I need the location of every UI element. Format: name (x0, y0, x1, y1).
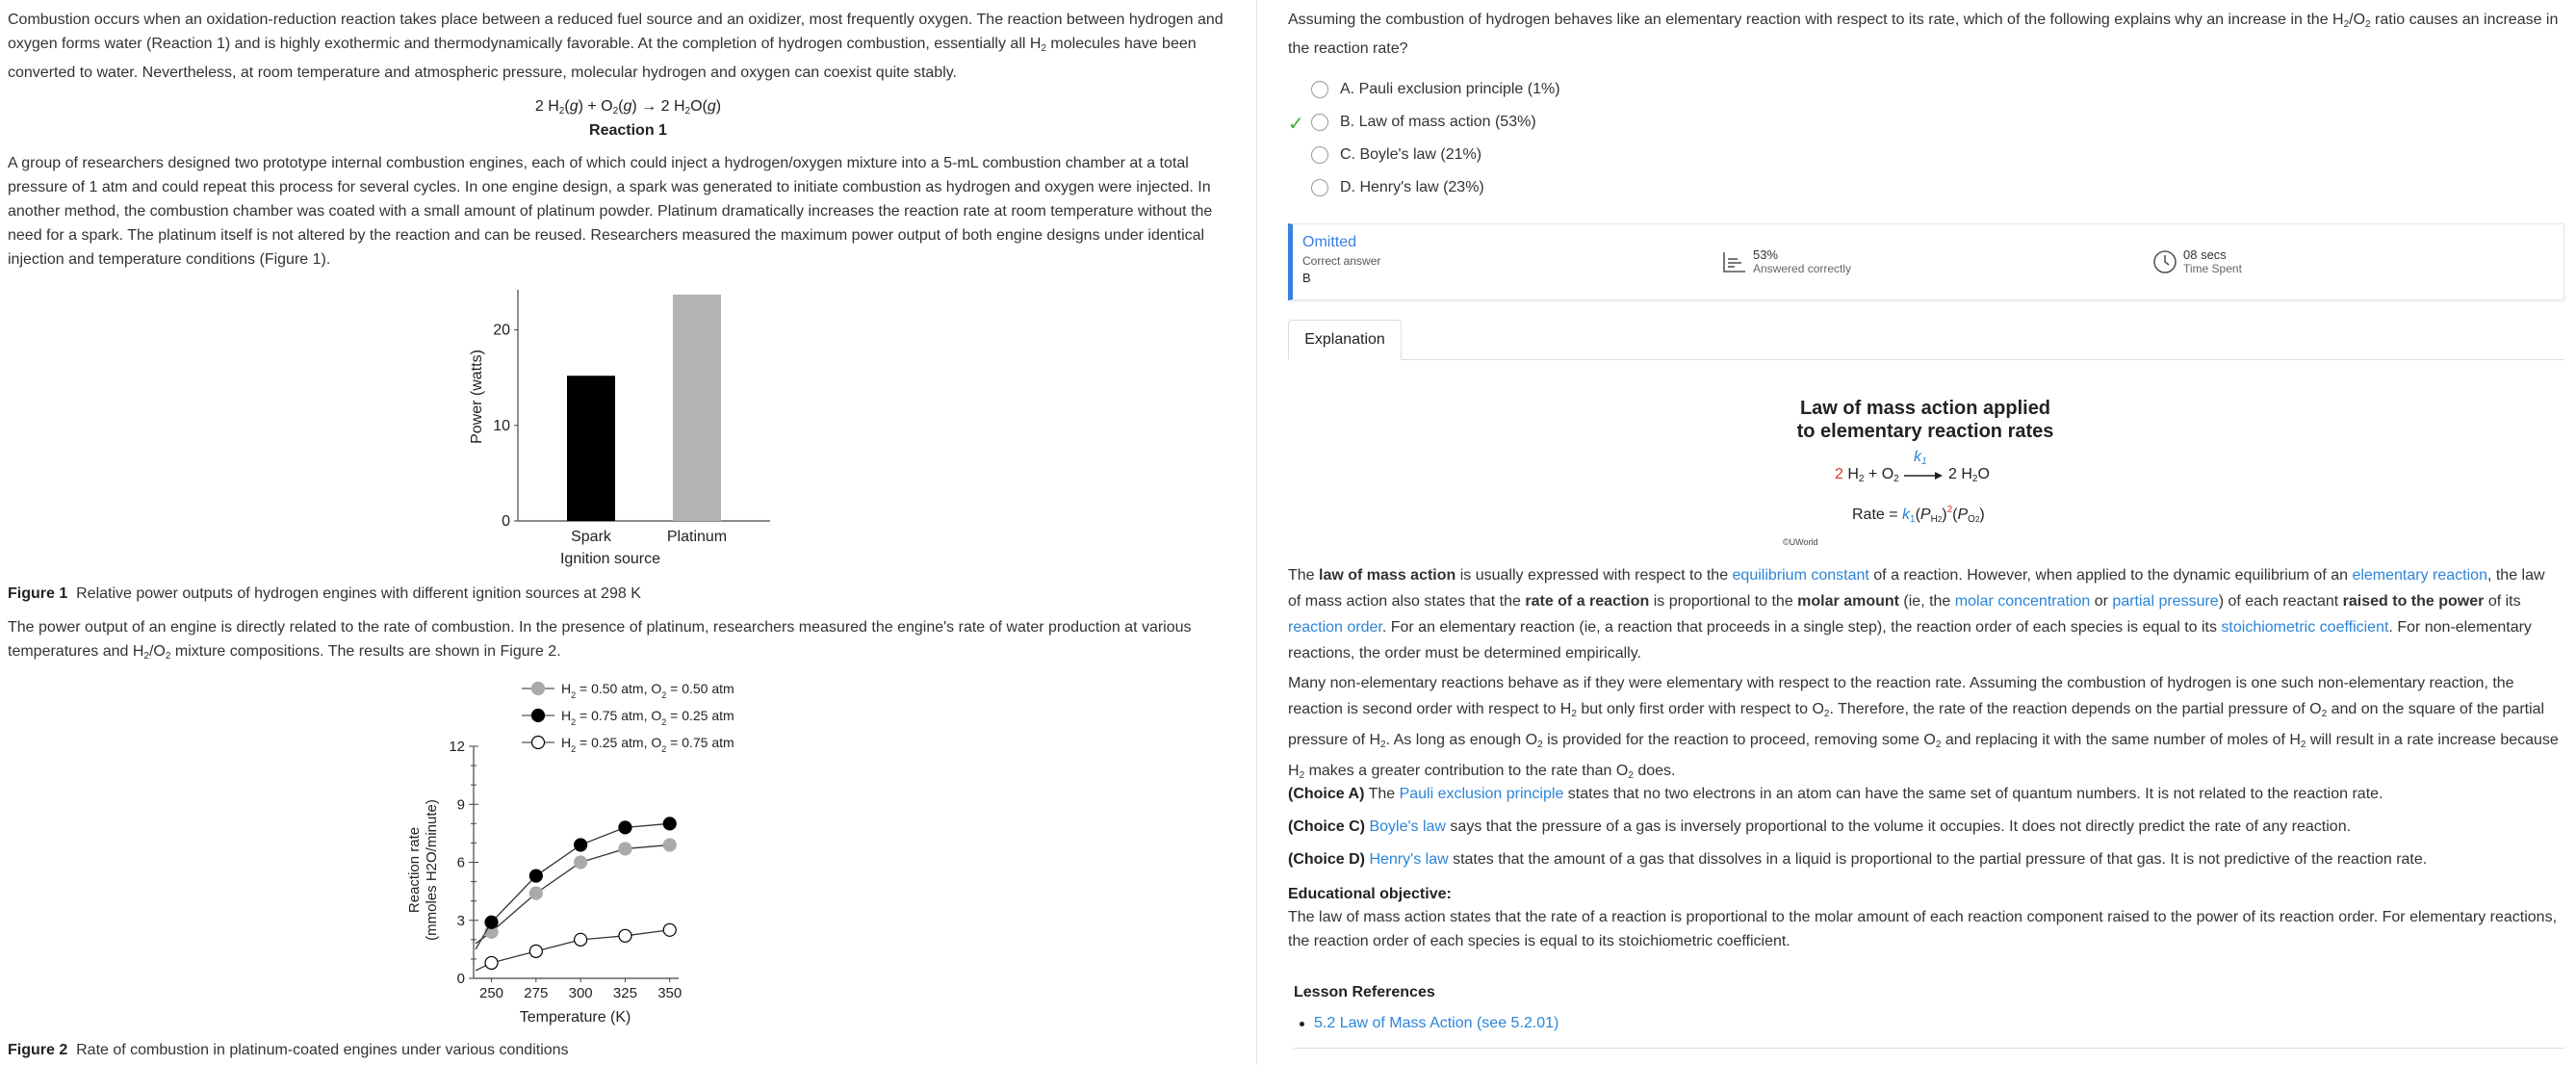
choice-a[interactable] (1259, 73, 1837, 106)
series-line (476, 844, 670, 943)
explanation-figure (1694, 397, 2156, 547)
y-tick-label: 10 (493, 417, 510, 434)
bar-spark (567, 376, 615, 521)
status-text: Omitted (1302, 234, 1357, 250)
data-point (529, 945, 542, 957)
choice-a-label: A. Pauli exclusion principle (1%) (1340, 81, 1560, 97)
data-point (485, 916, 498, 928)
tab-bar (1288, 320, 2564, 360)
percent-label: Answered correctly (1753, 262, 1852, 275)
y-tick-label: 3 (456, 912, 465, 929)
x-tick-label: Platinum (666, 529, 728, 545)
legend-entry: $H_2 = 0.50$ atm, $O_2 = 0.50$ atm (561, 681, 734, 700)
legend-marker (532, 683, 545, 695)
x-axis-label: Ignition source (559, 551, 661, 567)
clock-icon (2152, 249, 2177, 274)
legend-marker (532, 737, 545, 749)
data-point (663, 923, 676, 936)
y-axis-label: Power (watts) (469, 350, 485, 444)
choice-c-radio[interactable] (1311, 146, 1328, 164)
reaction-arrow-icon (1904, 470, 1945, 481)
choice-d-radio[interactable] (1311, 179, 1328, 196)
x-tick-label: Spark (571, 529, 611, 545)
educational-objective-title: Educational objective: (1288, 886, 1452, 902)
reaction-1-equation: 2 $H_2(g) + O_2(g) \to 2$ $H_2O(g)$ (534, 98, 722, 117)
tab-explanation[interactable]: Explanation (1288, 320, 1402, 360)
molar-concentration-link[interactable]: molar concentration (1954, 593, 2091, 610)
data-point (619, 929, 631, 942)
y-axis-label-line-2: (mmoles H2O/minute) (424, 799, 440, 941)
choice-d-label: D. Henry's law (23%) (1340, 179, 1484, 195)
x-axis-label: Temperature (K) (519, 1009, 631, 1026)
uworld-watermark: ©UWorld (1783, 537, 1818, 547)
stoichiometric-coefficient-link[interactable]: stoichiometric coefficient (2221, 619, 2389, 636)
y-tick-label: 0 (456, 971, 465, 987)
choice-d[interactable] (1259, 171, 1837, 204)
y-tick-label: 6 (456, 854, 465, 871)
legend-entry: $H_2 = 0.25$ atm, $O_2 = 0.75$ atm (561, 735, 734, 754)
educational-objective-text: The law of mass action states that the rate of a reaction is proportional to the molar amount of each reaction component raised to the power of its reaction order. For elementary reactions, the reaction order of each species is equal to its stoichiometric coefficient. (1288, 909, 2558, 949)
choice-c-label: C. Boyle's law (21%) (1340, 146, 1482, 163)
y-tick-label: 9 (456, 796, 465, 814)
choice-explanations (1288, 774, 2559, 953)
data-point (575, 839, 587, 851)
explanation-paragraph-1: The law of mass action is usually expressed with respect to the equilibrium constant of a reaction. However, when applied to the dynamic equilibrium of an elementary reaction, the law of mass action also states that the rate of a reaction is proportional to the molar amount (ie, the molar concentration or partial pressure) of each reactant raised to the power of its reaction order. For an elementary reaction (ie, a reaction that proceeds in a single step), the reaction order of each species is equal to its stoichiometric coefficient. For non-elementary reactions, the order must be determined empirically. (1288, 567, 2545, 662)
percent-correct-stat (1722, 247, 1851, 276)
bar-platinum (673, 295, 721, 521)
reaction-order-link[interactable]: reaction order (1288, 619, 1382, 636)
choice-a-radio[interactable] (1311, 81, 1328, 98)
data-point (529, 870, 542, 882)
lesson-reference-link[interactable]: 5.2 Law of Mass Action (see 5.2.01) (1314, 1015, 1559, 1031)
choice-b[interactable] (1259, 106, 1837, 139)
answer-choices (1259, 73, 1837, 204)
bar-chart-icon (1722, 250, 1747, 273)
passage-paragraph-1: Combustion occurs when an oxidation-reduction reaction takes place between a reduced fuel source and an oxidizer, most frequently oxygen. The reaction between hydrogen and oxygen forms water (Reaction 1) and is highly exothermic and thermodynamically favorable. At the completion of hydrogen combustion, essentially all $H_2$ molecules have been converted to water. Nevertheless, at room temperature and atmospheric pressure, molecular hydrogen and oxygen can coexist quite stably. (8, 12, 1224, 81)
x-tick-label: 275 (524, 985, 549, 1001)
henrys-law-link[interactable]: Henry's law (1369, 851, 1449, 868)
bullet-icon (1300, 1022, 1304, 1026)
choice-c[interactable] (1259, 139, 1837, 171)
y-tick-label: 20 (493, 322, 510, 339)
correct-answer-label: Correct answer (1302, 254, 1381, 268)
explanation-paragraph-2: Many non-elementary reactions behave as if they were elementary with respect to the reaction rate. Assuming the combustion of hydrogen is one such non-elementary reaction, the reaction is second order with respect to $H_2$ but only first order with respect to $O_2$. Therefore, the rate of the reaction depends on the partial pressure of $O_2$ and on the square of the partial pressure of $H_2$. As long as enough $O_2$ is provided for the reaction to proceed, removing some $O_2$ and replacing it with the same number of moles of $H_2$ will result in a rate increase because $H_2$ makes a greater contribution to the rate than $O_2$ does. (1288, 675, 2559, 781)
series-line (476, 930, 670, 971)
x-tick-label: 250 (479, 985, 504, 1001)
elementary-reaction-link[interactable]: elementary reaction (2352, 567, 2487, 584)
choice-b-radio[interactable] (1311, 114, 1328, 131)
percent-value: 53% (1753, 247, 1779, 262)
explanation-figure-title: Law of mass action applied to elementary reaction rates (1796, 398, 2054, 442)
equilibrium-constant-link[interactable]: equilibrium constant (1732, 567, 1869, 584)
question-stem: Assuming the combustion of hydrogen behaves like an elementary reaction with respect to its rate, which of the following explains why an increase in the $H_2/O_2$ ratio causes an increase in the reaction rate? (1288, 12, 2559, 57)
choice-c-explanation: (Choice C) Boyle's law says that the pressure of a gas is inversely proportional to the volume it occupies. It does not directly predict the rate of any reaction. (1288, 818, 2352, 835)
reaction-1-label: Reaction 1 (589, 122, 667, 139)
x-tick-label: 325 (612, 985, 637, 1001)
data-point (529, 887, 542, 899)
answer-stats-bar (1288, 223, 2564, 300)
rate-law-equation: Rate = $k_1(P_{H2})^2(P_{O2})$ (1852, 505, 1985, 525)
figure-2-caption: Figure 2 Rate of combustion in platinum-coated engines under various conditions (8, 1042, 569, 1058)
y-tick-label: 0 (502, 513, 510, 530)
time-value: 08 secs (2183, 247, 2227, 262)
divider (1294, 1048, 2564, 1049)
correct-check-icon: ✓ (1288, 114, 1304, 135)
lesson-references (1294, 984, 2555, 1049)
data-point (575, 856, 587, 869)
time-label: Time Spent (2183, 262, 2242, 275)
figure-1-bar-chart (452, 274, 780, 573)
legend-entry: $H_2 = 0.75$ atm, $O_2 = 0.25$ atm (561, 708, 734, 727)
time-spent-stat (2152, 247, 2242, 276)
elementary-reaction-equation: 2 $H_2 + O_2$ $k_1$ 2 $H_2O$ (1835, 449, 1990, 484)
choice-a-explanation: (Choice A) The Pauli exclusion principle states that no two electrons in an atom can have the same set of quantum numbers. It is not related to the reaction rate. (1288, 786, 2383, 802)
lesson-references-title: Lesson References (1294, 984, 1435, 1000)
passage-paragraph-3: The power output of an engine is directly related to the rate of combustion. In the presence of platinum, researchers measured the engine's rate of water production at various temperatures and $H_2/O_2$ mixture compositions. The results are shown in Figure 2. (8, 619, 1192, 662)
boyles-law-link[interactable]: Boyle's law (1369, 818, 1446, 835)
data-point (663, 839, 676, 851)
data-point (619, 821, 631, 834)
pauli-exclusion-link[interactable]: Pauli exclusion principle (1399, 786, 1564, 802)
passage-paragraph-2: A group of researchers designed two prototype internal combustion engines, each of which could inject a hydrogen/oxygen mixture into a 5-mL combustion chamber at a total pressure of 1 atm and could repeat this process for several cycles. In one engine design, a spark was generated to initiate combustion as hydrogen and oxygen were injected. In another method, the combustion chamber was coated with a small amount of platinum powder. Platinum dramatically increases the reaction rate at room temperature without the need for a spark. The platinum itself is not altered by the reaction and can be reused. Researchers measured the maximum power output of both engine designs under identical injection and temperature conditions (Figure 1). (8, 155, 1213, 268)
data-point (663, 818, 676, 830)
figure-1-caption: Figure 1 Relative power outputs of hydrogen engines with different ignition sources at 298 K (8, 585, 641, 602)
omitted-status (1302, 234, 1380, 285)
choice-d-explanation: (Choice D) Henry's law states that the amount of a gas that dissolves in a liquid is proportional to the partial pressure of that gas. It is not predictive of the reaction rate. (1288, 851, 2428, 868)
data-point (575, 933, 587, 946)
partial-pressure-link[interactable]: partial pressure (2112, 593, 2219, 610)
series-line (476, 823, 670, 949)
y-axis-label-line-1: Reaction rate (406, 826, 423, 914)
data-point (485, 956, 498, 969)
choice-b-label: B. Law of mass action (53%) (1340, 114, 1536, 130)
y-tick-label: 12 (449, 739, 465, 755)
x-tick-label: 350 (657, 985, 683, 1001)
data-point (619, 843, 631, 855)
correct-answer-value: B (1302, 271, 1311, 285)
figure-2-line-chart (390, 669, 852, 1030)
legend-marker (532, 710, 545, 722)
x-tick-label: 300 (568, 985, 593, 1001)
